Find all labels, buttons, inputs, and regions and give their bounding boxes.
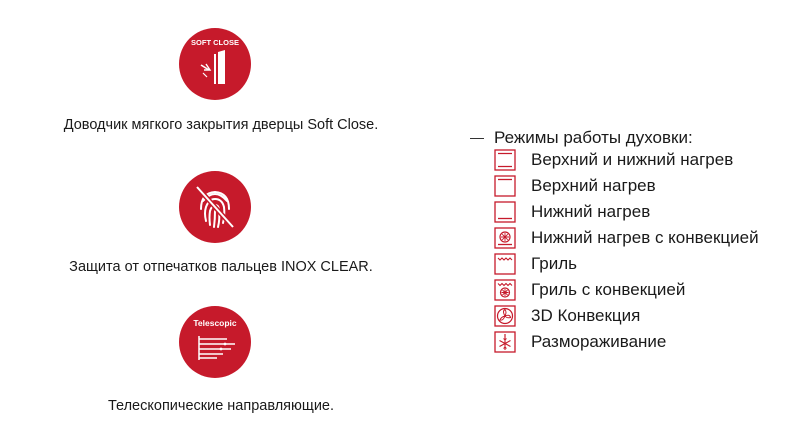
soft-close-icon — [179, 28, 251, 100]
grill-icon — [494, 253, 516, 275]
bottom-heat-fan-icon — [494, 227, 516, 249]
fingerprint-badge — [179, 171, 251, 243]
mode-label: Нижний нагрев с конвекцией — [531, 228, 759, 247]
mode-label: Верхний и нижний нагрев — [531, 150, 734, 169]
mode-label: Гриль — [531, 254, 577, 273]
fingerprint-caption: Защита от отпечатков пальцев INOX CLEAR. — [69, 259, 373, 275]
fingerprint-icon — [179, 171, 251, 243]
top-bottom-heat-icon — [494, 149, 516, 171]
bottom-heat-icon — [494, 201, 516, 223]
grill-fan-icon — [494, 279, 516, 301]
oven-modes-title: Режимы работы духовки: — [494, 128, 693, 147]
mode-label: Гриль с конвекцией — [531, 280, 686, 299]
top-heat-icon — [494, 175, 516, 197]
mode-label: 3D Конвекция — [531, 306, 641, 325]
soft-close-badge-text: SOFT CLOSE — [191, 38, 239, 47]
telescopic-badge — [179, 306, 251, 378]
mode-label: Размораживание — [531, 332, 667, 351]
mode-label: Верхний нагрев — [531, 176, 656, 195]
telescopic-badge-text: Telescopic — [193, 318, 237, 328]
soft-close-caption: Доводчик мягкого закрытия дверцы Soft Close. — [63, 117, 379, 133]
soft-close-badge — [179, 28, 251, 100]
telescopic-caption: Телескопические направляющие. — [107, 398, 335, 414]
mode-label: Нижний нагрев — [531, 202, 651, 221]
telescopic-rails-icon — [179, 306, 251, 378]
3d-convection-icon — [494, 305, 516, 327]
defrost-icon — [494, 331, 516, 353]
dash-bullet — [470, 138, 484, 139]
